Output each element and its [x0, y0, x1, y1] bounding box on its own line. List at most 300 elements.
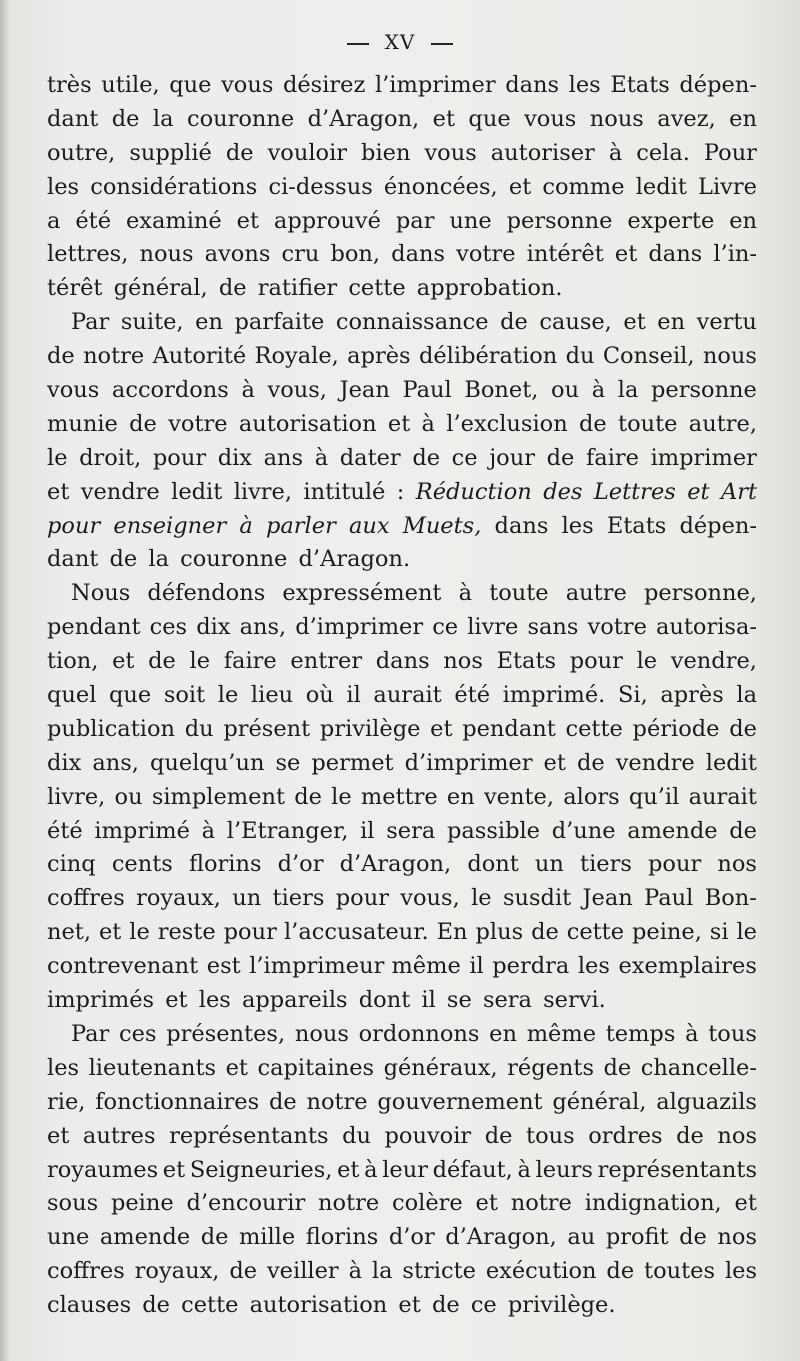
word: les: [724, 1258, 757, 1285]
text-line: [47, 747, 757, 781]
word: Etats: [606, 512, 667, 539]
word: parler: [265, 512, 336, 539]
word: du: [184, 715, 214, 742]
word: de: [111, 105, 140, 132]
word: vous: [424, 139, 477, 166]
word: vous: [221, 72, 274, 98]
word: vouloir: [267, 139, 348, 166]
word: pour: [47, 512, 101, 539]
word: et: [337, 1156, 360, 1183]
word: votre: [456, 241, 516, 268]
word: à: [421, 410, 435, 437]
word: royaumes: [47, 1156, 159, 1183]
word: ledit: [635, 173, 687, 200]
word: autorisa-: [655, 614, 757, 641]
word: personne,: [643, 580, 757, 607]
word: et: [614, 241, 638, 268]
word: de: [412, 444, 441, 471]
word: ces: [119, 1020, 157, 1047]
word: parfaite: [234, 309, 325, 336]
word: lettres,: [47, 241, 129, 268]
word: lieu: [250, 682, 294, 709]
word: fonctionnaires: [95, 1088, 260, 1115]
word: représentants: [597, 1156, 757, 1183]
word: et: [98, 919, 122, 946]
word: de: [47, 343, 75, 370]
word: livre: [467, 614, 519, 641]
text-line: [47, 306, 757, 340]
word: le: [47, 444, 68, 471]
word: :: [396, 478, 405, 505]
text-line: [47, 1052, 757, 1086]
word: imprimer: [650, 444, 757, 471]
word: la: [736, 682, 757, 709]
word: à: [364, 1156, 378, 1183]
word: qu’il: [628, 783, 680, 810]
text-line: [47, 238, 757, 272]
page-number: XV: [384, 30, 416, 54]
word: ces: [149, 614, 188, 641]
word: votre: [587, 614, 647, 641]
word: de: [484, 1122, 513, 1149]
text-line: [47, 137, 757, 171]
word: dépen-: [679, 512, 757, 539]
word: livre,: [233, 478, 293, 505]
word: bien: [361, 139, 411, 166]
word: et: [225, 1054, 248, 1081]
text-line: [47, 1018, 757, 1052]
text-line: [47, 611, 757, 645]
word: notre: [510, 1190, 572, 1217]
word: le: [736, 919, 757, 946]
word: et: [475, 1190, 498, 1217]
word: en: [446, 783, 475, 810]
word: notre: [318, 1190, 380, 1217]
text-line: [47, 69, 757, 103]
word: faire: [585, 444, 639, 471]
word: nos: [717, 1122, 757, 1149]
word: au: [567, 1224, 596, 1251]
word: cette: [565, 715, 623, 742]
word: intérêt: [526, 241, 604, 268]
word: à: [241, 377, 255, 404]
word: et: [112, 648, 135, 675]
word: dans: [375, 648, 430, 675]
word: de: [225, 139, 254, 166]
word: présent: [223, 715, 311, 742]
word: une: [47, 1224, 90, 1251]
word: Bonet,: [464, 377, 539, 404]
word: le: [636, 648, 658, 675]
word: mille: [238, 1224, 296, 1251]
word: privilège: [319, 715, 421, 742]
word: cinq: [47, 851, 96, 878]
text-line: [47, 950, 757, 984]
text-line: [47, 205, 757, 239]
word: vendre: [615, 749, 695, 776]
word: à: [348, 1258, 362, 1285]
word: peine,: [631, 919, 702, 946]
word: pendant: [47, 614, 141, 641]
word: dans: [505, 72, 560, 98]
word: autres: [82, 1122, 156, 1149]
word: les: [47, 173, 80, 200]
word: coffres: [47, 885, 125, 912]
word: imprimé.: [502, 682, 606, 709]
word: de: [546, 444, 575, 471]
word: et: [623, 309, 646, 336]
word: l’imprimeur même: [249, 953, 461, 980]
word: Bon-: [704, 885, 757, 912]
word: à: [685, 1020, 699, 1047]
word: le: [189, 648, 211, 675]
word: temps: [605, 1020, 676, 1047]
text-line: [47, 679, 757, 713]
word: à: [458, 580, 473, 607]
word: exécution: [485, 1258, 597, 1285]
word: défaut,: [432, 1156, 513, 1183]
word: que: [169, 72, 212, 98]
word: térêt général, de ratifier cette approbation.: [47, 275, 563, 302]
word: de: [129, 410, 157, 437]
word: et: [508, 173, 532, 200]
word: ou: [114, 783, 143, 810]
word: lieutenants: [88, 1054, 217, 1081]
word: d’imprimer: [404, 749, 533, 776]
word: toute: [618, 410, 678, 437]
word: et: [387, 410, 411, 437]
word: sans: [527, 614, 579, 641]
word: les: [577, 953, 610, 980]
word: et: [432, 105, 455, 132]
word: vertu: [696, 309, 757, 336]
word: de: [606, 1258, 635, 1285]
word: où: [305, 682, 334, 709]
word: que: [109, 682, 152, 709]
word: entrer: [290, 648, 363, 675]
word: et: [430, 715, 453, 742]
word: d’encourir: [186, 1190, 306, 1217]
word: examiné: [125, 207, 222, 234]
word: après: [347, 343, 411, 370]
word: et: [162, 1156, 186, 1183]
word: et: [47, 1122, 70, 1149]
word: amende: [99, 1224, 191, 1251]
word: alors: [563, 783, 620, 810]
word: nous: [589, 105, 644, 132]
word: coffres: [47, 1258, 125, 1285]
word: cette: [566, 919, 625, 946]
word: il: [469, 953, 484, 980]
word: faire: [223, 648, 277, 675]
word: reste: [157, 919, 216, 946]
word: général,: [552, 1088, 647, 1115]
word: Pour: [703, 139, 757, 166]
word: les: [561, 512, 594, 539]
word: peine: [110, 1190, 174, 1217]
word: vendre,: [670, 648, 757, 675]
word: approuvé: [273, 207, 381, 234]
header-dash-left: [347, 43, 369, 45]
word: Art: [720, 478, 757, 505]
text-line: [47, 1255, 757, 1289]
word: à: [517, 1156, 531, 1183]
word: leurs: [535, 1156, 593, 1183]
word: et: [687, 478, 710, 505]
word: vous,: [400, 885, 460, 912]
word: à: [239, 512, 253, 539]
word: d’Aragon,: [307, 105, 420, 132]
word: exemplaires: [618, 953, 757, 980]
word: dater: [339, 444, 401, 471]
word: Jean: [582, 885, 633, 912]
word: florins: [305, 1224, 379, 1251]
word: très: [47, 72, 92, 98]
word: supplié: [129, 139, 212, 166]
word: en: [195, 309, 223, 336]
word: Si,: [617, 682, 648, 709]
word: notre: [306, 1088, 368, 1115]
word: et: [543, 749, 566, 776]
word: le: [471, 885, 492, 912]
word: cents: [111, 851, 173, 878]
word: ans,: [92, 749, 139, 776]
word: Autorité: [152, 343, 247, 370]
text-line: [47, 442, 757, 476]
word: accordons: [111, 377, 229, 404]
word: d’or: [388, 1224, 435, 1251]
text-line: [47, 171, 757, 205]
word: est: [206, 953, 241, 980]
word: les: [568, 72, 601, 98]
text-line: [47, 848, 757, 882]
word: ans,: [239, 614, 287, 641]
word: publication: [47, 715, 175, 742]
word: d’une: [551, 817, 616, 844]
word: rie,: [47, 1088, 86, 1115]
text-line: [47, 1120, 757, 1154]
word: expressément: [282, 580, 442, 607]
word: ordres: [588, 1122, 663, 1149]
word: l’in-: [713, 241, 757, 268]
text-line: [47, 713, 757, 747]
word: outre,: [47, 139, 116, 166]
word: contrevenant: [47, 953, 199, 980]
word: de: [148, 648, 176, 675]
text-line: [47, 984, 757, 1018]
word: de: [294, 783, 322, 810]
word: cela.: [636, 139, 690, 166]
body-text: [47, 69, 757, 1323]
word: dépen-: [679, 72, 757, 98]
word: cru: [281, 241, 320, 268]
word: utile,: [101, 72, 160, 98]
word: vous,: [267, 377, 327, 404]
word: le: [331, 783, 352, 810]
word: de: [500, 309, 528, 336]
text-line: [47, 103, 757, 137]
word: colère: [392, 1190, 463, 1217]
word: vous: [47, 377, 100, 404]
word: cause,: [539, 309, 612, 336]
word: dans: [648, 241, 703, 268]
word: tiers: [580, 851, 632, 878]
word: couronne: [186, 105, 295, 132]
word: nous: [139, 241, 194, 268]
word: pour: [569, 648, 623, 675]
word: ci-dessus: [268, 173, 373, 200]
text-line: [47, 340, 757, 374]
word: toutes: [644, 1258, 716, 1285]
word: clauses de cette autorisation et de ce privilège.: [47, 1292, 616, 1319]
word: avons: [204, 241, 271, 268]
word: pouvoir: [384, 1122, 472, 1149]
word: l’Etranger,: [226, 817, 349, 844]
text-line: [47, 476, 757, 510]
text-line: [47, 543, 757, 577]
word: tion,: [47, 648, 99, 675]
word: quelqu’un: [150, 749, 265, 776]
word: de: [268, 1088, 297, 1115]
word: chancelle-: [640, 1054, 757, 1081]
word: autoriser: [490, 139, 595, 166]
word: en: [657, 309, 686, 336]
text-line: [47, 1154, 757, 1188]
header-dash-right: [431, 43, 453, 45]
word: livre,: [47, 783, 106, 810]
word: amende: [627, 817, 718, 844]
text-line: [47, 1289, 757, 1323]
word: sous: [47, 1190, 99, 1217]
word: pendant: [462, 715, 556, 742]
word: tous: [526, 1122, 575, 1149]
word: Jean: [339, 377, 390, 404]
word: et: [47, 478, 70, 505]
word: à: [591, 377, 606, 404]
word: présentes,: [166, 1020, 286, 1047]
word: dix: [47, 749, 82, 776]
text-line: [47, 645, 757, 679]
word: vendre: [80, 478, 160, 505]
text-line: [47, 781, 757, 815]
word: et: [236, 207, 259, 234]
word: les: [47, 1054, 80, 1081]
word: Royale,: [254, 343, 339, 370]
word: experte: [627, 207, 715, 234]
word: royaux,: [134, 1258, 220, 1285]
word: ans: [263, 444, 304, 471]
word: ledit: [171, 478, 223, 505]
word: se: [275, 749, 301, 776]
word: personne: [651, 377, 757, 404]
word: comme: [542, 173, 625, 200]
word: dix: [196, 614, 231, 641]
word: Conseil,: [602, 343, 695, 370]
word: net,: [47, 919, 92, 946]
word: florins: [188, 851, 262, 878]
word: Lettres: [593, 478, 676, 505]
text-line: [47, 510, 757, 544]
word: autorisation: [238, 410, 377, 437]
word: l’imprimer: [374, 72, 496, 98]
word: Etats: [496, 648, 557, 675]
word: Paul: [402, 377, 452, 404]
text-line: [47, 577, 757, 611]
word: il: [346, 682, 361, 709]
word: Seigneuries,: [189, 1156, 333, 1183]
word: Livre: [698, 173, 757, 200]
word: stricte: [402, 1258, 476, 1285]
text-line: [47, 374, 757, 408]
word: il: [360, 817, 375, 844]
word: une: [449, 207, 492, 234]
word: après: [660, 682, 724, 709]
word: soit: [163, 682, 206, 709]
word: énoncées,: [383, 173, 498, 200]
word: d’imprimer: [295, 614, 424, 641]
text-line: [47, 882, 757, 916]
word: perdra: [492, 953, 570, 980]
word: à: [201, 817, 216, 844]
word: profit: [605, 1224, 669, 1251]
text-line: [47, 1221, 757, 1255]
word: vous: [524, 105, 577, 132]
text-line: [47, 916, 757, 950]
word: ou: [551, 377, 580, 404]
word: pour: [335, 885, 389, 912]
word: notre: [83, 343, 145, 370]
word: pour: [152, 444, 207, 471]
word: veiller: [266, 1258, 339, 1285]
word: de: [200, 1224, 229, 1251]
word: toute: [489, 580, 549, 607]
word: sera: [386, 817, 436, 844]
word: l’exclusion: [446, 410, 568, 437]
word: que: [468, 105, 511, 132]
word: plus: [475, 919, 524, 946]
word: d’or: [277, 851, 324, 878]
word: Paul: [644, 885, 694, 912]
word: en: [489, 1020, 517, 1047]
word: période: [632, 715, 720, 742]
word: dont: [467, 851, 519, 878]
word: le: [217, 682, 239, 709]
word: de: [531, 919, 559, 946]
word: la: [617, 377, 639, 404]
word: pour l’accusateur.: [223, 919, 429, 946]
word: susdit: [502, 885, 572, 912]
page-edge-shadow: [0, 0, 10, 1361]
word: d’Aragon,: [339, 851, 452, 878]
word: royaux,: [136, 885, 221, 912]
page-header: [0, 30, 800, 54]
word: en: [729, 207, 757, 234]
word: de: [579, 410, 607, 437]
word: délibération: [418, 343, 558, 370]
word: Nous: [71, 580, 131, 607]
word: défendons: [147, 580, 266, 607]
word: dans: [391, 241, 446, 268]
word: à: [608, 139, 623, 166]
word: nos: [443, 648, 483, 675]
word: pour: [648, 851, 702, 878]
word: la: [371, 1258, 393, 1285]
word: votre: [168, 410, 228, 437]
word: bon,: [330, 241, 381, 268]
word: même: [526, 1020, 597, 1047]
text-line: [47, 272, 757, 306]
word: autre: [565, 580, 627, 607]
